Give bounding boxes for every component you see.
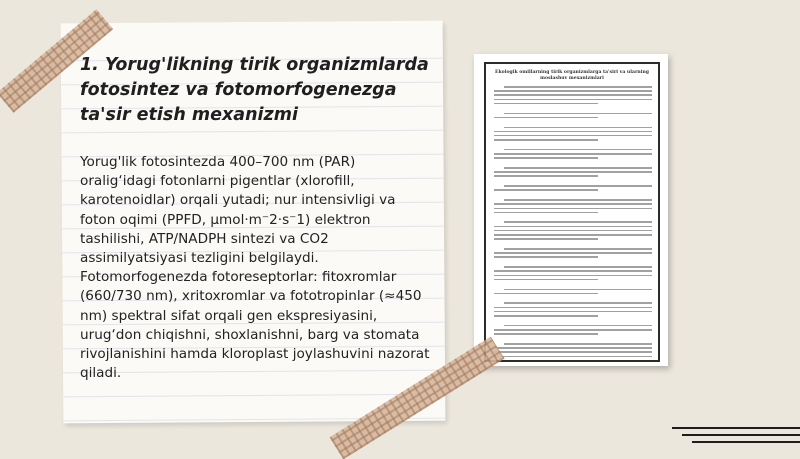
document-text-line	[504, 221, 652, 223]
document-text-line	[494, 307, 652, 309]
document-text-line	[504, 185, 652, 187]
document-text-line	[494, 329, 652, 331]
document-text-line	[494, 347, 652, 349]
decorative-line	[682, 434, 800, 436]
document-paragraph-gap	[486, 194, 658, 197]
document-text-line	[494, 360, 598, 362]
document-text-line	[504, 289, 652, 291]
document-text-line	[494, 234, 652, 236]
document-text-line	[494, 94, 652, 96]
document-text-line	[494, 256, 598, 258]
document-text-line	[504, 167, 652, 169]
document-text-line	[504, 248, 652, 250]
document-paragraph-gap	[486, 297, 658, 300]
document-text-line	[504, 86, 652, 88]
document-text-line	[494, 270, 652, 272]
document-text-line	[494, 139, 598, 141]
document-text-line	[494, 103, 598, 105]
document-text-line	[494, 153, 652, 155]
document-text-line	[494, 175, 598, 177]
document-text-line	[494, 203, 652, 205]
document-text-line	[504, 325, 652, 327]
document-text-line	[494, 212, 598, 214]
document-paragraph-gap	[486, 161, 658, 164]
document-heading: Ekologik omillarning tirik organizmlarga ta'siri va ularning moslashuv mexanizmlari	[494, 70, 650, 81]
document-text-line	[504, 149, 652, 151]
document-page	[484, 62, 660, 362]
document-text-line	[494, 252, 652, 254]
slide-title: 1. Yorug'likning tirik organizmlarda fotosintez va fotomorfogenezga ta'sir etish mexanizmi	[80, 55, 429, 125]
document-text-line	[494, 117, 598, 119]
document-paragraph-gap	[486, 242, 658, 245]
document-thumbnail	[474, 54, 668, 366]
document-text-line	[504, 113, 652, 115]
document-paragraph-gap	[486, 121, 658, 124]
document-text-line	[494, 311, 652, 313]
decorative-line	[692, 441, 800, 443]
document-text-line	[494, 230, 652, 232]
document-paragraph-gap	[486, 337, 658, 340]
document-text-line	[494, 131, 652, 133]
document-text-line	[494, 171, 652, 173]
document-text-line	[504, 302, 652, 304]
document-text-lines	[486, 86, 658, 362]
document-text-line	[494, 351, 652, 353]
document-text-line	[494, 99, 652, 101]
decorative-line	[672, 427, 800, 429]
slide-body-text: Yorug'lik fotosintezda 400–700 nm (PAR) oralig‘idagi fotonlarni pigentlar (xlorofill, karotenoidlar) orqali yutadi; nur intensivligi va foton oqimi (PPFD, µmol·m⁻2·s⁻1) elektron tashilishi, ATP/NADPH sintezi va CO2 assimilyatsiyasi tezligini belgilaydi. Fotomorfogenezda fotoreseptorlar: fitoxromlar (660/730 nm), xritoxromlar va fototropinlar (≈450 nm) spektral sifat orqali gen ekspresiyasini, urug‘don chiqishni, shoxlanishni, barg va stomata rivojlanishini hamda kloroplast joylashuvini nazorat qiladi.	[80, 154, 430, 382]
document-paragraph-gap	[486, 319, 658, 322]
document-text-line	[504, 266, 652, 268]
document-text-line	[494, 208, 652, 210]
document-text-line	[494, 356, 652, 358]
document-text-line	[494, 135, 652, 137]
document-paragraph-gap	[486, 261, 658, 264]
document-paragraph-gap	[486, 107, 658, 110]
document-text-line	[494, 315, 598, 317]
document-text-line	[494, 157, 598, 159]
document-text-line	[504, 343, 652, 345]
document-text-line	[494, 279, 598, 281]
document-text-line	[494, 238, 598, 240]
document-paragraph-gap	[486, 180, 658, 183]
document-paragraph-gap	[486, 283, 658, 286]
document-paragraph-gap	[486, 216, 658, 219]
document-paragraph-gap	[486, 143, 658, 146]
document-text-line	[494, 333, 598, 335]
document-text-line	[494, 293, 598, 295]
document-text-line	[494, 275, 652, 277]
document-text-line	[494, 189, 598, 191]
document-text-line	[494, 90, 652, 92]
document-text-line	[494, 226, 652, 228]
document-text-line	[504, 199, 652, 201]
document-text-line	[504, 127, 652, 129]
